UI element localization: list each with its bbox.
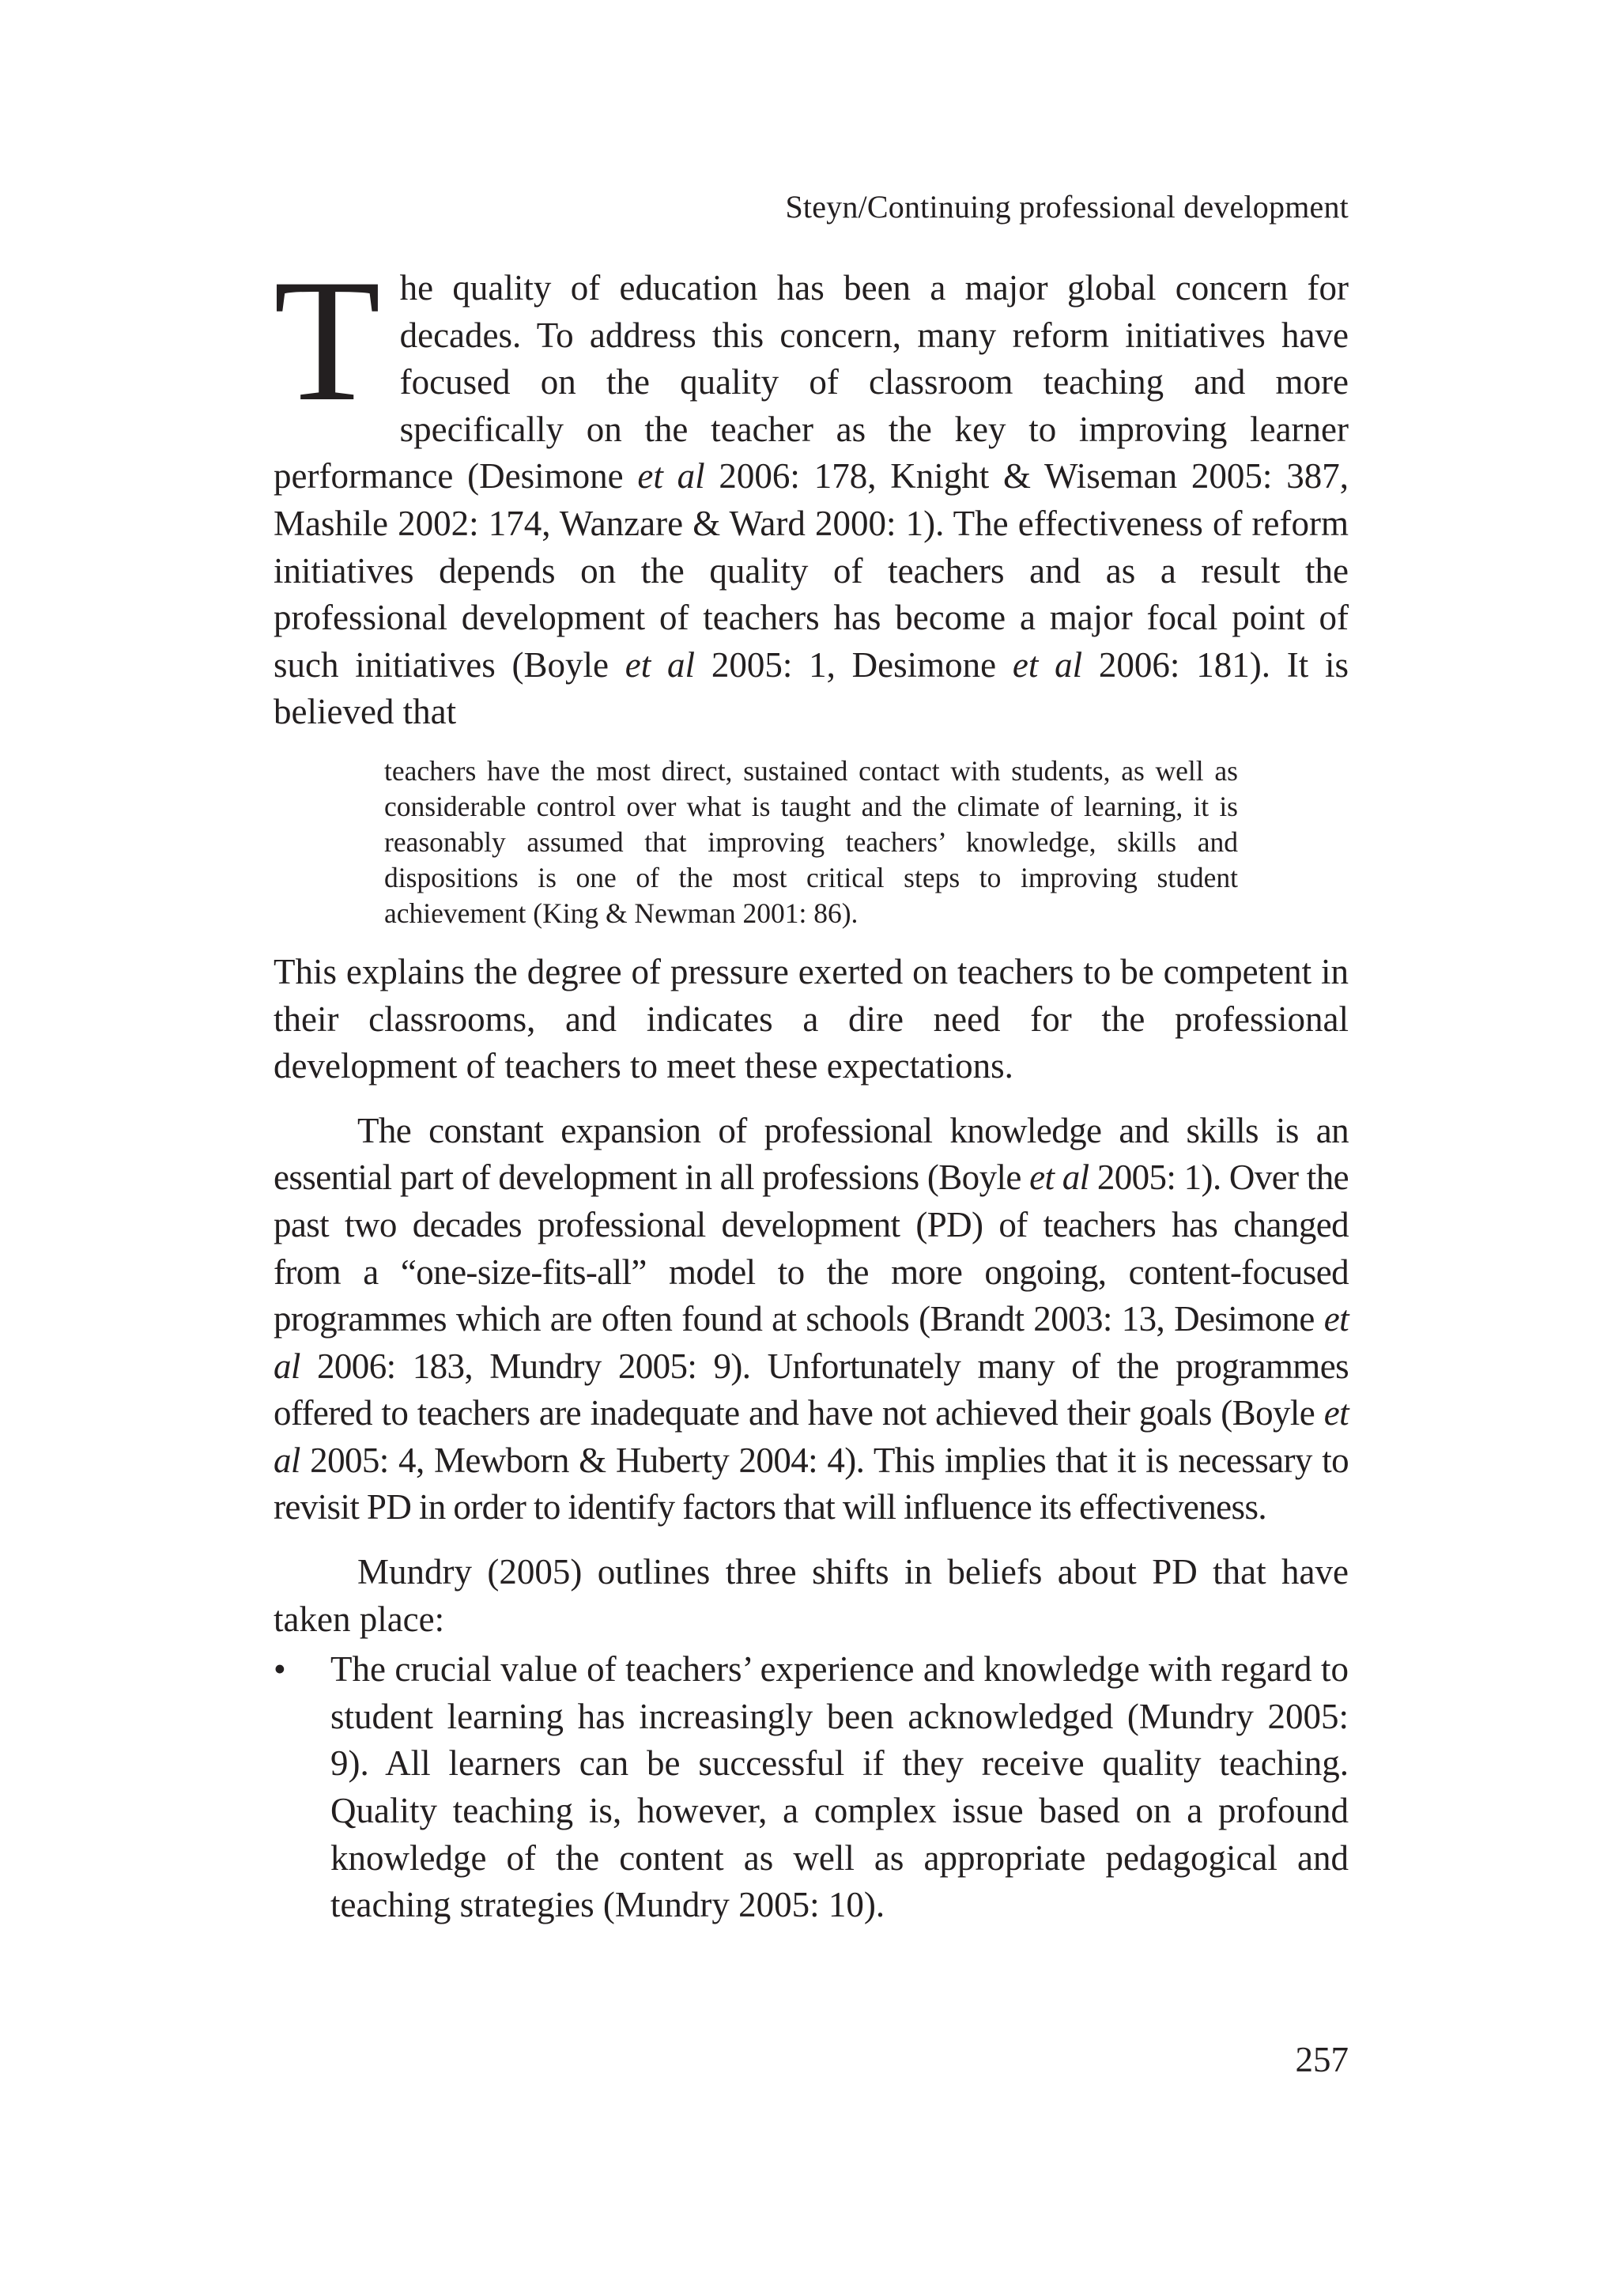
expansion-etal-1: et al xyxy=(1029,1157,1089,1198)
expansion-etal-3: et al xyxy=(274,1393,1349,1480)
expansion-text-4: 2005: 4, Mewborn & Huberty 2004: 4). This implies that it is necessary to revisit PD in order to identify factors that will influence its effectiveness. xyxy=(274,1440,1349,1528)
intro-etal-1: et al xyxy=(637,456,705,497)
paragraph-expansion xyxy=(274,1108,1349,1531)
body-text xyxy=(274,244,1349,1929)
intro-text-4: 2006: 181). It is believed that xyxy=(274,644,1349,732)
paragraph-intro xyxy=(274,244,1349,736)
intro-text-3: 2005: 1, Desimone xyxy=(695,644,1013,685)
belief-shifts-list xyxy=(274,1646,1349,1929)
block-quote: teachers have the most direct, sustained contact with students, as well as considerable control over what is taught and the climate of learning, it is reasonably assumed that improving teachers’ knowledge, skills and dispositions is one of the most critical steps to improving student achievement (King & Newman 2001: 86). xyxy=(384,754,1238,929)
intro-etal-2: et al xyxy=(625,644,696,685)
expansion-text-3: 2006: 183, Mundry 2005: 9). Unfortunately many of the programmes offered to teachers are inadequate and have not achieved their goals (Boyle xyxy=(274,1346,1349,1433)
intro-text-1: he quality of education has been a major global concern for decades. To address this concern, many reform initiatives have focused on the quality of classroom teaching and more specifically on the teacher as the key to improving learner performance (Desimone xyxy=(274,268,1349,497)
intro-etal-3: et al xyxy=(1012,644,1083,685)
page-number: 257 xyxy=(1295,2040,1349,2079)
running-head: Steyn/Continuing professional development xyxy=(785,189,1349,225)
expansion-text-2: 2005: 1). Over the past two decades professional development (PD) of teachers has changed from a “one-size-fits-all” model to the more ongoing, content-focused programmes which are often found at schools (Brandt 2003: 13, Desimone xyxy=(274,1157,1349,1339)
list-item xyxy=(274,1646,1349,1929)
expansion-etal-2: et al xyxy=(274,1299,1349,1386)
drop-cap: T xyxy=(274,244,381,438)
list-item-text: The crucial value of teachers’ experience and knowledge with regard to student learning has increasingly been acknowledged (Mundry 2005: 9). All learners can be successful if they receive quality teaching. Quality teaching is, however, a complex issue based on a profound knowledge of the content as well as appropriate pedagogical and teaching strategies (Mundry 2005: 10). xyxy=(330,1649,1349,1925)
bullet-icon: • xyxy=(274,1649,286,1690)
intro-text-2: 2006: 178, Knight & Wiseman 2005: 387, Mashile 2002: 174, Wanzare & Ward 2000: 1). The effectiveness of reform initiatives depends on the quality of teachers and as a result the professional development of teachers has become a major focal point of such initiatives (Boyle xyxy=(274,456,1349,685)
paragraph-mundry: Mundry (2005) outlines three shifts in beliefs about PD that have taken place: xyxy=(274,1552,1349,1639)
paragraph-pressure: This explains the degree of pressure exerted on teachers to be competent in their classrooms, and indicates a dire need for the professional development of teachers to meet these expectations. xyxy=(274,951,1349,1086)
expansion-text-1: The constant expansion of professional knowledge and skills is an essential part of development in all professions (Boyle xyxy=(274,1110,1349,1198)
